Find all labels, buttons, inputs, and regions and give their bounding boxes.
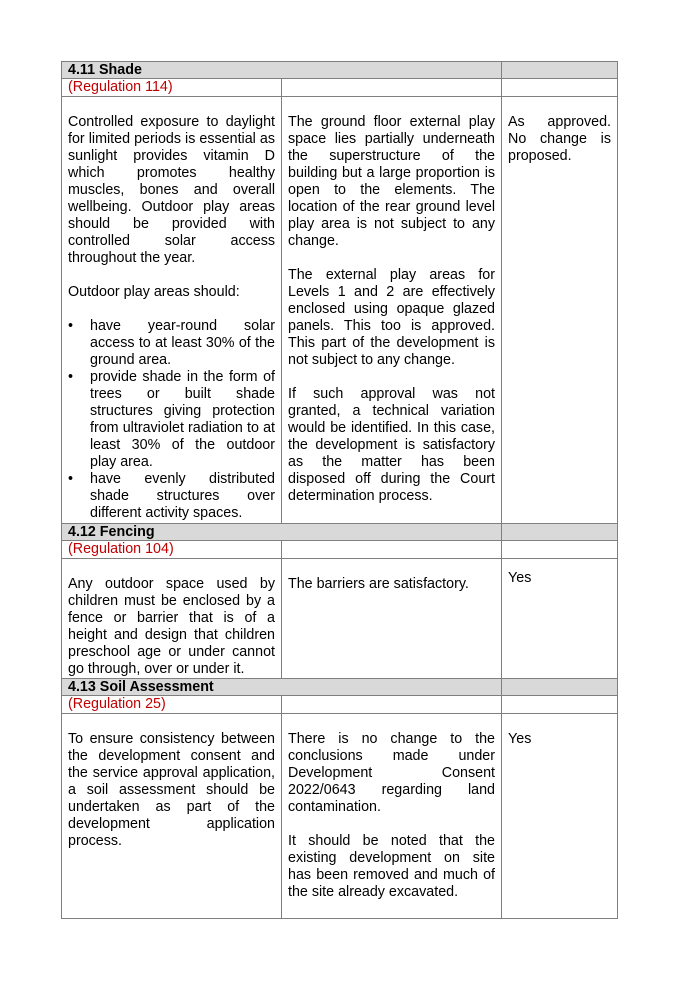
requirement-intro: Outdoor play areas should: — [68, 284, 240, 300]
content-row-fencing — [62, 559, 618, 679]
requirement-cell: Any outdoor space used by children must be enclosed by a fence or barrier that is of a height and design that children preschool age or under cannot go through, over or under it. — [62, 559, 282, 679]
requirement-cell: To ensure consistency between the development consent and the service approval application, a soil assessment should be undertaken as part of the development application process. — [62, 714, 282, 919]
empty-cell — [502, 79, 618, 97]
comment-text: The external play areas for Levels 1 and 2 are effectively enclosed using opaque glazed panels. This too is approved. This part of the development is not subject to any change. — [288, 267, 496, 368]
empty-cell — [282, 696, 502, 714]
comment-text: The ground floor external play space lies partially underneath the superstructure of the building but a large proportion is open to the elements. The location of the rear ground level play area is not subject to any change. — [288, 114, 496, 249]
requirement-cell — [62, 97, 282, 524]
comment-text: It should be noted that the existing development on site has been removed and much of the site already excavated. — [288, 833, 496, 900]
header-blank-cell — [502, 679, 618, 696]
header-blank-cell — [502, 524, 618, 541]
section-header-fencing — [62, 524, 618, 541]
section-header-soil — [62, 679, 618, 696]
empty-cell — [502, 541, 618, 559]
content-row-soil — [62, 714, 618, 919]
header-blank-cell — [502, 62, 618, 79]
status-cell: As approved. No change is proposed. — [502, 97, 618, 524]
comment-text: There is no change to the conclusions made under Development Consent 2022/0643 regarding land contamination. — [288, 731, 496, 815]
regulation-ref: (Regulation 114) — [62, 79, 282, 97]
status-cell: Yes — [502, 559, 618, 679]
regulation-row-shade — [62, 79, 618, 97]
section-header-shade — [62, 62, 618, 79]
compliance-table — [61, 61, 618, 919]
empty-cell — [502, 696, 618, 714]
section-heading: 4.13 Soil Assessment — [62, 679, 502, 696]
requirement-text: Controlled exposure to daylight for limited periods is essential as sunlight provides vitamin D which promotes healthy muscles, bones and overall wellbeing. Outdoor play areas should be provided with controlled solar access throughout the year. — [68, 114, 275, 266]
regulation-row-fencing — [62, 541, 618, 559]
comment-cell — [282, 714, 502, 919]
bullet-item: • have evenly distributed shade structures over different activity spaces. — [68, 471, 275, 522]
regulation-ref: (Regulation 25) — [62, 696, 282, 714]
comment-cell — [282, 97, 502, 524]
regulation-row-soil — [62, 696, 618, 714]
comment-cell: The barriers are satisfactory. — [282, 559, 502, 679]
content-row-shade — [62, 97, 618, 524]
bullet-item: • provide shade in the form of trees or built shade structures giving protection from ultraviolet radiation to at least 30% of the outdoor play area. — [68, 369, 275, 471]
regulation-ref: (Regulation 104) — [62, 541, 282, 559]
empty-cell — [282, 541, 502, 559]
status-cell: Yes — [502, 714, 618, 919]
section-heading: 4.12 Fencing — [62, 524, 502, 541]
requirement-bullet-list — [68, 318, 275, 522]
section-heading: 4.11 Shade — [62, 62, 502, 79]
empty-cell — [282, 79, 502, 97]
comment-text: If such approval was not granted, a technical variation would be identified. In this case, the development is satisfactory as the matter has been disposed off during the Court determination process. — [288, 386, 496, 504]
bullet-item: • have year-round solar access to at least 30% of the ground area. — [68, 318, 275, 369]
